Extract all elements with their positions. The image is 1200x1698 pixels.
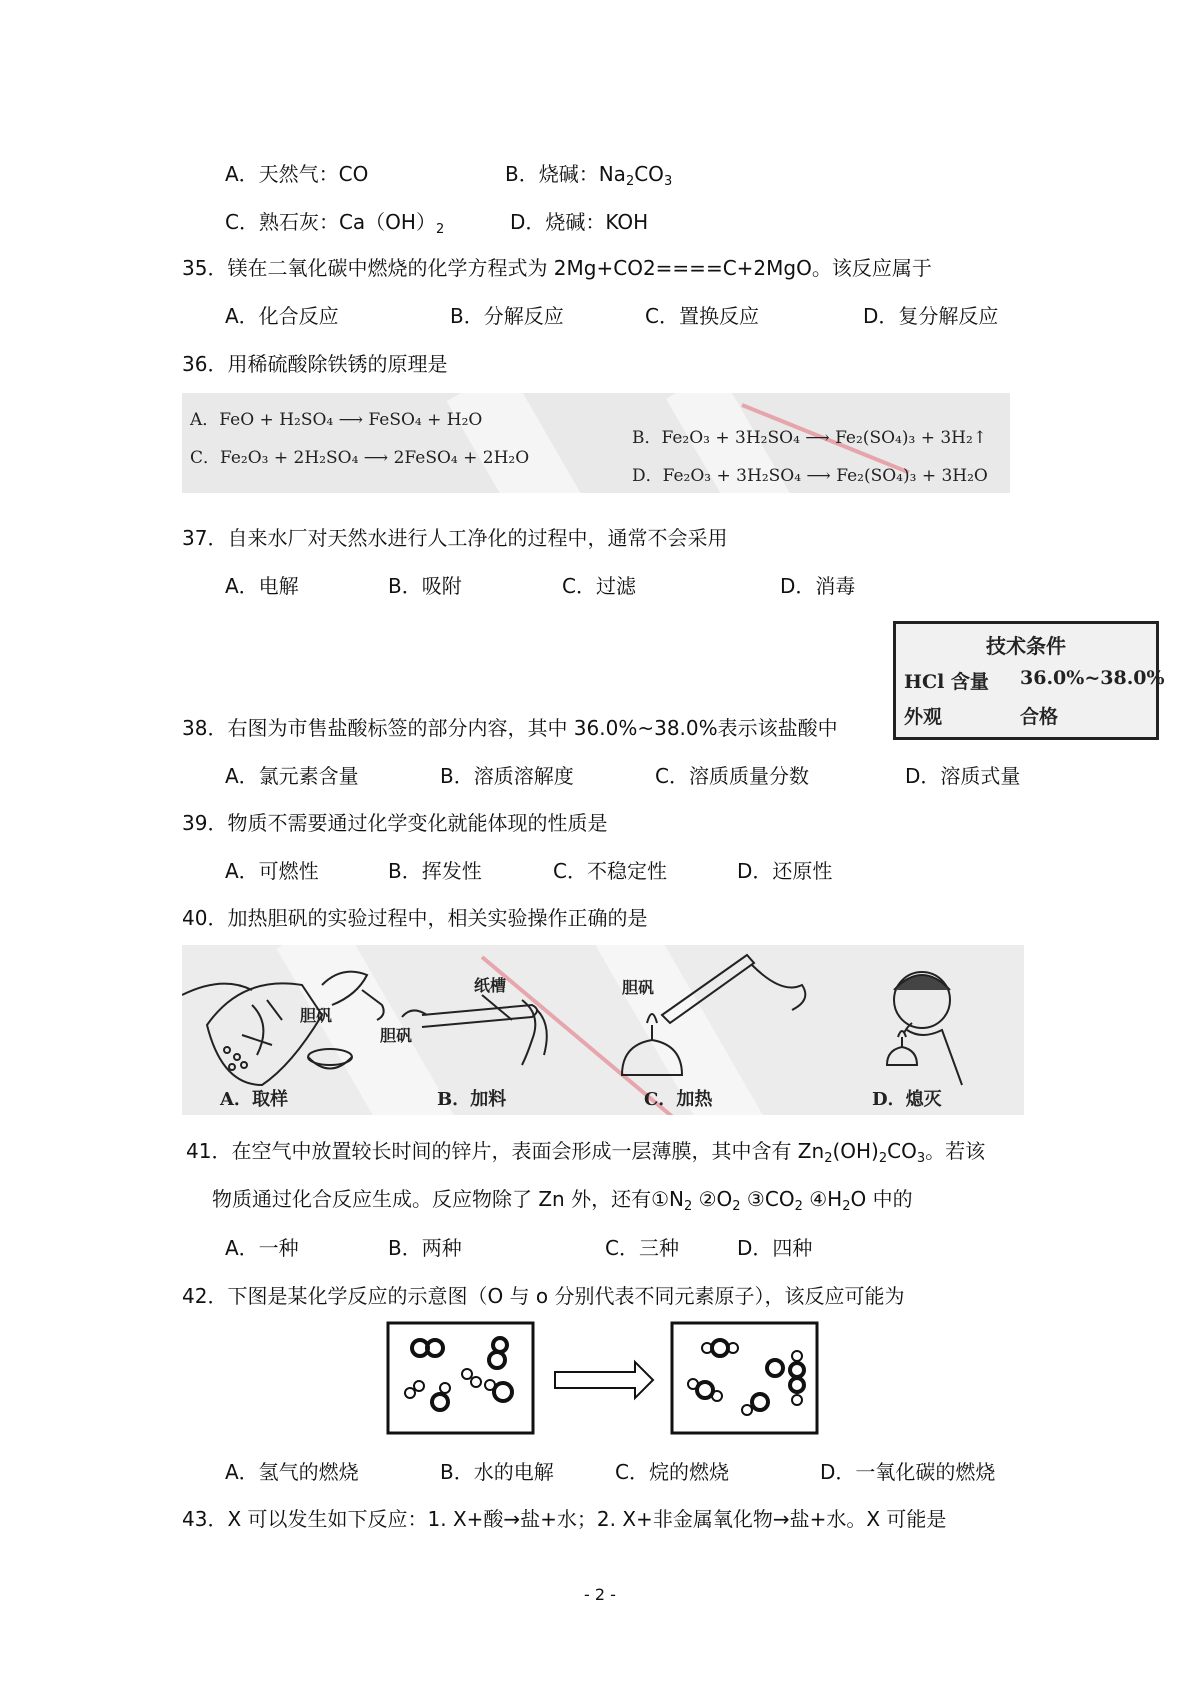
atom-large — [752, 1394, 768, 1410]
q34-option-a: A．天然气：CO — [225, 162, 369, 186]
q37-option-c: C．过滤 — [562, 574, 636, 598]
q36-equation-d: D．Fe₂O₃ + 3H₂SO₄ ⟶ Fe₂(SO₄)₃ + 3H₂O — [632, 466, 988, 486]
products-box — [672, 1323, 817, 1433]
q39-option-d: D．还原性 — [737, 859, 833, 883]
label-title: 技术条件 — [986, 634, 1066, 658]
reactants-box — [388, 1323, 533, 1433]
q37-option-b: B．吸附 — [388, 574, 462, 598]
panel-b-caption: B．加料 — [437, 1089, 507, 1110]
atom-large — [767, 1360, 783, 1376]
atom-large — [790, 1363, 804, 1377]
q41-stem-line2: 物质通过化合反应生成。反应物除了 Zn 外，还有$①N_2$ $②O_2$ $③CO_2$ $④H_2O$ 中的 — [212, 1187, 913, 1214]
panel-a-caption: A．取样 — [220, 1089, 288, 1110]
page-number: - 2 - — [584, 1585, 616, 1604]
q36-equation-b: B．Fe₂O₃ + 3H₂SO₄ ⟶ Fe₂(SO₄)₃ + 3H₂↑ — [632, 428, 988, 448]
atom-large — [489, 1352, 505, 1368]
q42-option-a: A．氢气的燃烧 — [225, 1460, 359, 1484]
q39-option-b: B．挥发性 — [388, 859, 482, 883]
reaction-arrow — [555, 1362, 653, 1398]
q37-option-d: D．消毒 — [780, 574, 856, 598]
panel-d-extinguishing — [887, 972, 962, 1085]
q38-option-d: D．溶质式量 — [905, 764, 1021, 788]
q36-equation-c: C．Fe₂O₃ + 2H₂SO₄ ⟶ 2FeSO₄ + 2H₂O — [190, 448, 530, 468]
panel-a-sampling — [182, 972, 384, 1085]
q34-option-b: B．烧碱：$Na_2CO_3$ — [505, 162, 673, 189]
q42-stem: 42．下图是某化学反应的示意图（O 与 o 分别代表不同元素原子），该反应可能为 — [182, 1284, 905, 1308]
q41-option-a: A．一种 — [225, 1236, 299, 1260]
q36-equation-a: A．FeO + H₂SO₄ ⟶ FeSO₄ + H₂O — [190, 410, 483, 430]
q35-option-a: A．化合反应 — [225, 304, 339, 328]
atom-large — [494, 1383, 512, 1401]
q39-stem: 39．物质不需要通过化学变化就能体现的性质是 — [182, 811, 608, 835]
atom-large — [790, 1378, 804, 1392]
atom-large — [493, 1338, 507, 1352]
q35-stem: 35．镁在二氧化碳中燃烧的化学方程式为 2Mg+CO2====C+2MgO。该反应属于 — [182, 256, 932, 280]
q40-operation-figure — [182, 945, 1024, 1115]
label-row2-value: 合格 — [1020, 706, 1059, 728]
q35-option-d: D．复分解反应 — [863, 304, 999, 328]
panel-c-heating — [622, 955, 805, 1075]
q34-option-d: D．烧碱：KOH — [510, 210, 649, 234]
reaction-arrow-shape — [555, 1362, 653, 1398]
q40-stem: 40．加热胆矾的实验过程中，相关实验操作正确的是 — [182, 906, 648, 930]
q37-stem: 37．自来水厂对天然水进行人工净化的过程中，通常不会采用 — [182, 526, 728, 550]
reactants-frame — [388, 1323, 533, 1433]
q41-option-c: C．三种 — [605, 1236, 679, 1260]
q34-option-c: C．熟石灰：$Ca(OH)_2$ — [225, 210, 445, 237]
q42-option-c: C．烷的燃烧 — [615, 1460, 729, 1484]
atom-small — [712, 1391, 722, 1401]
q39-option-a: A．可燃性 — [225, 859, 319, 883]
panel-b-trough-label: 纸槽 — [474, 976, 507, 995]
q38-option-b: B．溶质溶解度 — [440, 764, 574, 788]
q36-stem: 36．用稀硫酸除铁锈的原理是 — [182, 352, 448, 376]
atom-small — [462, 1369, 472, 1379]
panel-b-material-label: 胆矾 — [380, 1026, 413, 1045]
label-row1-key: HCl 含量 — [904, 671, 989, 693]
atom-large — [712, 1340, 728, 1356]
q38-option-c: C．溶质质量分数 — [655, 764, 809, 788]
q38-option-a: A．氯元素含量 — [225, 764, 359, 788]
q35-option-c: C．置换反应 — [645, 304, 759, 328]
label-row1-value: 36.0%~38.0% — [1020, 667, 1165, 689]
q41-option-b: B．两种 — [388, 1236, 462, 1260]
panel-c-caption: C．加热 — [644, 1089, 713, 1110]
atom-small — [414, 1381, 424, 1391]
atom-large — [432, 1394, 448, 1410]
reaction-diagram — [385, 1320, 825, 1440]
atom-small — [440, 1383, 450, 1393]
q42-option-b: B．水的电解 — [440, 1460, 554, 1484]
q41-option-d: D．四种 — [737, 1236, 813, 1260]
q41-stem-line1: 41．在空气中放置较长时间的锌片，表面会形成一层薄膜，其中含有 $Zn_2(OH)_2CO_3$。若该 — [186, 1139, 986, 1166]
panel-a-material-label: 胆矾 — [300, 1006, 333, 1025]
panel-d-caption: D．熄灭 — [872, 1089, 942, 1110]
q35-option-b: B．分解反应 — [450, 304, 564, 328]
hcl-label-figure — [893, 621, 1165, 740]
q42-option-d: D．一氧化碳的燃烧 — [820, 1460, 996, 1484]
label-row2-key: 外观 — [904, 706, 943, 728]
atom-small — [485, 1380, 495, 1390]
atom-large — [697, 1382, 713, 1398]
atom-small — [471, 1377, 481, 1387]
atom-small — [742, 1405, 752, 1415]
panel-c-material-label: 胆矾 — [622, 978, 655, 997]
q43-stem: 43．X 可以发生如下反应：1. X+酸→盐+水；2. X+非金属氧化物→盐+水。X 可能是 — [182, 1507, 947, 1531]
atom-small — [688, 1379, 698, 1389]
q39-option-c: C．不稳定性 — [553, 859, 667, 883]
q38-stem: 38．右图为市售盐酸标签的部分内容，其中 36.0%~38.0%表示该盐酸中 — [182, 716, 838, 740]
q36-equation-figure — [182, 393, 1010, 493]
panel-b-adding — [402, 995, 547, 1065]
atom-small — [405, 1388, 415, 1398]
atom-small — [792, 1395, 802, 1405]
q37-option-a: A．电解 — [225, 574, 299, 598]
atom-small — [792, 1351, 802, 1361]
